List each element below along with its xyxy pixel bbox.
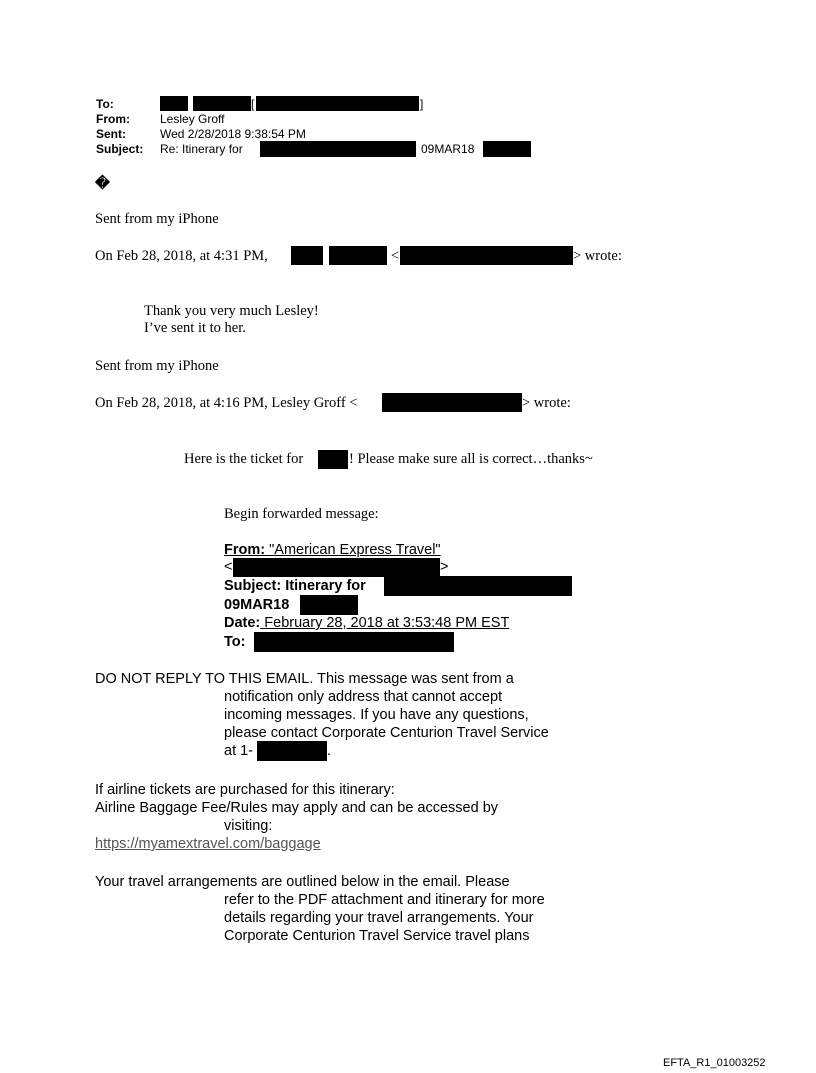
baggage-line-2: Airline Baggage Fee/Rules may apply and can be accessed by (95, 800, 499, 816)
sent-from-iphone-1: Sent from my iPhone (95, 211, 219, 227)
quote2-on-line: On Feb 28, 2018, at 4:16 PM, Lesley Groff < (95, 395, 358, 411)
fwd-from-label: From: (224, 542, 266, 558)
header-from-label: From: (96, 112, 130, 126)
header-subject-date: 09MAR18 (421, 142, 475, 156)
redacted-ticket-name (318, 450, 348, 469)
baggage-line-3: visiting: (224, 818, 273, 834)
redacted-quote1-name-2 (329, 246, 387, 265)
redacted-fwd-from-email (233, 558, 440, 577)
sent-from-iphone-2: Sent from my iPhone (95, 358, 219, 374)
fwd-gt: > (440, 559, 449, 575)
baggage-link[interactable]: https://myamextravel.com/baggage (95, 836, 321, 852)
quote1-lt: < (391, 248, 400, 264)
arrangements-line-1: Your travel arrangements are outlined below in the email. Please (95, 874, 510, 890)
thanks-line-2: I’ve sent it to her. (144, 320, 246, 336)
notice-line-2: notification only address that cannot accept (224, 689, 503, 705)
header-to-open-bracket: [ (251, 97, 255, 111)
redacted-quote2-email (382, 393, 522, 412)
fwd-from-value: "American Express Travel" (265, 542, 441, 558)
redacted-to-name-2 (193, 96, 251, 111)
fwd-subject-date: 09MAR18 (224, 597, 290, 613)
redacted-to-email (256, 96, 419, 111)
header-from-value: Lesley Groff (160, 112, 225, 126)
baggage-line-1: If airline tickets are purchased for this itinerary: (95, 782, 395, 798)
arrangements-line-4: Corporate Centurion Travel Service travel plans (224, 928, 530, 944)
arrangements-line-3: details regarding your travel arrangements. Your (224, 910, 534, 926)
redacted-phone (257, 741, 327, 761)
fwd-from-line (224, 542, 441, 559)
ticket-line-before: Here is the ticket for (184, 451, 304, 467)
quote2-wrote: > wrote: (522, 395, 571, 411)
ticket-line-after: ! Please make sure all is correct…thanks~ (349, 451, 593, 467)
redacted-fwd-subject-code (300, 595, 358, 615)
redacted-quote1-name-1 (291, 246, 323, 265)
notice-line-4: please contact Corporate Centurion Travel Service (224, 725, 549, 741)
fwd-lt: < (224, 559, 233, 575)
redacted-fwd-to (254, 632, 454, 652)
quote1-on-line: On Feb 28, 2018, at 4:31 PM, (95, 248, 268, 264)
fwd-date-line (224, 615, 509, 632)
notice-line-3: incoming messages. If you have any questions, (224, 707, 529, 723)
header-sent-label: Sent: (96, 127, 126, 141)
arrangements-line-2: refer to the PDF attachment and itinerary for more (224, 892, 545, 908)
header-subject-label: Subject: (96, 142, 144, 156)
redacted-subject-code (483, 141, 531, 157)
fwd-to-label: To: (224, 634, 246, 650)
fwd-date-value: February 28, 2018 at 3:53:48 PM EST (260, 615, 510, 631)
notice-line-5-suffix: . (327, 743, 332, 759)
redacted-quote1-email (400, 246, 573, 265)
quote1-wrote: > wrote: (573, 248, 622, 264)
fwd-date-label: Date: (224, 615, 261, 631)
header-to-label: To: (96, 97, 114, 111)
document-id: EFTA_R1_01003252 (663, 1057, 766, 1069)
notice-line-5-prefix: at 1- (224, 743, 254, 759)
header-subject-prefix: Re: Itinerary for (160, 142, 243, 156)
thanks-line-1: Thank you very much Lesley! (144, 303, 319, 319)
replacement-glyph: � (95, 176, 110, 192)
redacted-to-name-1 (160, 96, 188, 111)
header-sent-value: Wed 2/28/2018 9:38:54 PM (160, 127, 306, 141)
redacted-fwd-subject-name (384, 576, 572, 596)
redacted-subject-name (260, 141, 416, 157)
header-to-close-bracket: ] (420, 97, 424, 111)
fwd-subject-line: Subject: Itinerary for (224, 578, 366, 594)
begin-forwarded: Begin forwarded message: (224, 506, 379, 522)
notice-line-1: DO NOT REPLY TO THIS EMAIL. This message was sent from a (95, 671, 514, 687)
